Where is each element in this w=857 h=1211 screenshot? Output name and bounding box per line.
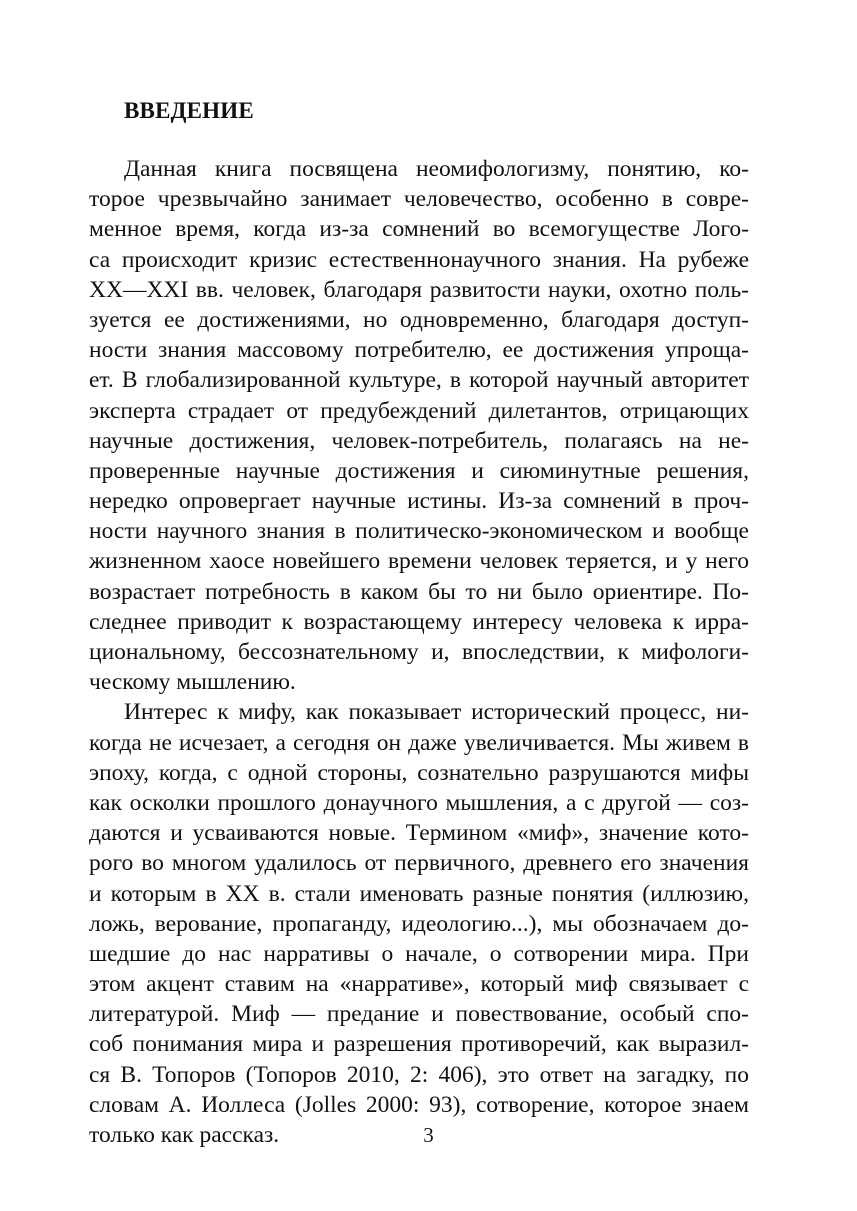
text-line: проверенные научные достижения и сиюминутные решения, xyxy=(89,457,749,484)
text-line: XX—XXI вв. человек, благодаря развитости науки, охотно поль- xyxy=(89,276,749,303)
text-line: возрастает потребность в каком бы то ни было ориентире. По- xyxy=(89,578,749,605)
text-line: са происходит кризис естественнонаучного знания. На рубеже xyxy=(89,246,749,273)
text-line: ложь, верование, пропаганду, идеологию...), мы обозначаем до- xyxy=(89,910,749,937)
chapter-heading: ВВЕДЕНИЕ xyxy=(124,98,254,123)
paragraph-1 xyxy=(89,154,749,697)
text-line: соб понимания мира и разрешения противоречий, как выразил- xyxy=(89,1031,749,1058)
text-line: жизненном хаосе новейшего времени человек теряется, и у него xyxy=(89,548,749,575)
text-line: ся В. Топоров (Топоров 2010, 2: 406), это ответ на загадку, по xyxy=(89,1061,749,1088)
text-line: и которым в XX в. стали именовать разные понятия (иллюзию, xyxy=(89,880,749,907)
text-line: даются и усваиваются новые. Термином «миф», значение кото- xyxy=(89,820,749,847)
text-line: словам А. Иоллеса (Jolles 2000: 93), сотворение, которое знаем xyxy=(89,1091,749,1118)
text-line: этом акцент ставим на «нарративе», который миф связывает с xyxy=(89,971,749,998)
body-text xyxy=(89,154,749,1150)
text-line: Интерес к мифу, как показывает исторический процесс, ни- xyxy=(124,699,749,726)
text-line: только как рассказ. xyxy=(89,1122,280,1148)
text-line: ности научного знания в политическо-экономическом и вообще xyxy=(89,518,749,545)
paragraph-2 xyxy=(89,697,749,1150)
text-line: ности знания массовому потребителю, ее достижения упроща- xyxy=(89,337,749,364)
text-line: Данная книга посвящена неомифологизму, понятию, ко- xyxy=(124,156,749,182)
text-line: менное время, когда из-за сомнений во всемогуществе Лого- xyxy=(89,216,749,243)
text-line: как осколки прошлого донаучного мышления, а с другой — соз- xyxy=(89,789,749,816)
text-line: нередко опровергает научные истины. Из-за сомнений в проч- xyxy=(89,488,749,515)
page-number: 3 xyxy=(423,1123,434,1147)
text-line: когда не исчезает, а сегодня он даже увеличивается. Мы живем в xyxy=(89,729,749,756)
text-line: рого во многом удалилось от первичного, древнего его значения xyxy=(89,850,749,877)
text-line: литературой. Миф — предание и повествование, особый спо- xyxy=(89,1001,749,1028)
text-line: циональному, бессознательному и, впоследствии, к мифологи- xyxy=(89,639,749,665)
text-line: зуется ее достижениями, но одновременно, благодаря доступ- xyxy=(89,306,749,333)
text-line: эксперта страдает от предубеждений дилетантов, отрицающих xyxy=(89,397,749,424)
text-line: ет. В глобализированной культуре, в которой научный авторитет xyxy=(89,367,749,394)
text-line: научные достижения, человек-потребитель, полагаясь на не- xyxy=(89,427,749,454)
text-line: ческому мышлению. xyxy=(89,669,296,696)
text-line: следнее приводит к возрастающему интересу человека к ирра- xyxy=(89,608,749,635)
text-line: шедшие до нас нарративы о начале, о сотворении мира. При xyxy=(89,940,749,967)
text-line: торое чрезвычайно занимает человечество, особенно в совре- xyxy=(89,186,749,213)
text-line: эпоху, когда, с одной стороны, сознательно разрушаются мифы xyxy=(89,759,749,786)
